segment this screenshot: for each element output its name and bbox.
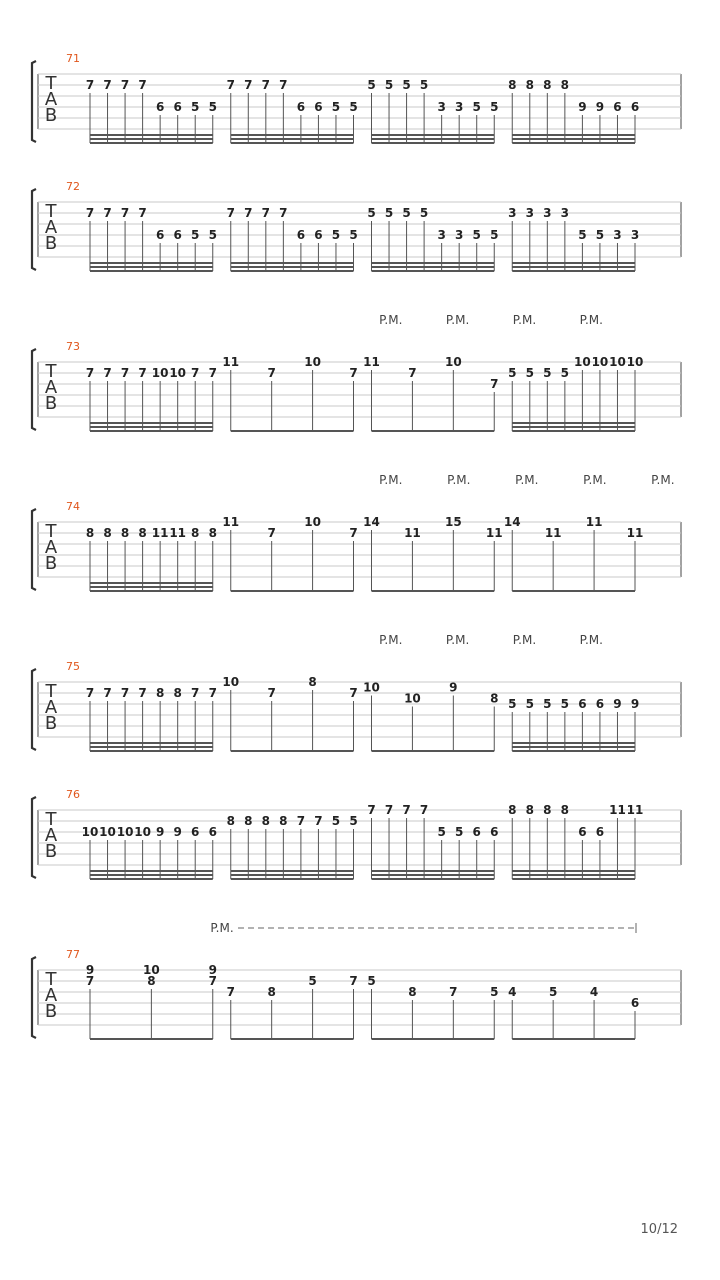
fret-number: 5 (367, 78, 376, 92)
fret-number: 6 (296, 100, 306, 114)
fret-number: 6 (578, 697, 587, 711)
fret-number: 8 (490, 691, 499, 706)
fret-number: 11 (609, 803, 626, 817)
fret-number: 3 (525, 206, 534, 220)
fret-number: 10 (574, 355, 591, 369)
fret-number: 7 (208, 686, 217, 700)
fret-number: 5 (595, 228, 605, 242)
fret-number: 6 (595, 825, 605, 839)
fret-number: 5 (402, 206, 411, 220)
fret-number: 5 (490, 228, 499, 242)
fret-number: 7 (267, 526, 276, 540)
fret-number: 6 (208, 825, 217, 839)
fret-number: 9 (449, 680, 458, 695)
fret-number: 5 (191, 228, 200, 242)
fret-number: 11 (585, 515, 603, 529)
fret-number: 6 (613, 100, 622, 114)
tab-clef-letter: A (44, 217, 58, 238)
tab-clef-letter: B (44, 553, 58, 574)
fret-number: 10 (99, 825, 116, 839)
fret-number: 7 (261, 78, 271, 92)
tab-clef-letter: B (44, 713, 58, 734)
fret-number: 8 (267, 985, 276, 999)
system-bracket (32, 509, 36, 590)
fret-number: 8 (191, 526, 200, 540)
tab-clef-letter: A (44, 697, 58, 718)
fret-number: 5 (437, 825, 446, 839)
fret-number: 5 (331, 100, 341, 114)
fret-number: 7 (349, 366, 358, 380)
fret-number: 8 (147, 974, 156, 988)
fret-number: 8 (138, 526, 147, 540)
fret-number: 10 (444, 355, 462, 369)
fret-number: 7 (120, 686, 130, 700)
palm-mute-marker: P.M. (512, 313, 537, 327)
fret-number: 7 (244, 206, 253, 220)
fret-number: 6 (173, 228, 182, 242)
fret-number: 7 (408, 366, 417, 380)
system-bracket (32, 61, 36, 142)
tab-clef-letter: B (44, 233, 58, 254)
fret-number: 10 (134, 825, 151, 839)
fret-number: 8 (208, 526, 217, 540)
fret-number: 4 (589, 985, 599, 999)
fret-number: 8 (408, 985, 417, 999)
tab-system-74 (32, 473, 720, 591)
palm-mute-marker: P.M. (445, 313, 470, 327)
fret-number: 7 (191, 686, 200, 700)
fret-number: 7 (191, 366, 200, 380)
fret-number: 9 (155, 825, 165, 839)
fret-number: 6 (630, 996, 640, 1010)
fret-number: 7 (279, 78, 288, 92)
tab-clef-letter: B (44, 841, 58, 862)
fret-number: 7 (208, 366, 217, 380)
fret-number: 7 (103, 686, 112, 700)
fret-number: 5 (490, 985, 499, 999)
tab-system-77 (32, 921, 681, 1039)
fret-number: 6 (630, 100, 640, 114)
fret-number: 3 (454, 228, 464, 242)
tab-clef-letter: A (44, 537, 58, 558)
tab-clef-letter: A (44, 89, 58, 110)
fret-number: 7 (449, 985, 458, 999)
fret-number: 5 (367, 974, 376, 988)
fret-number: 14 (363, 515, 380, 529)
system-bracket (32, 349, 36, 430)
fret-number: 4 (508, 985, 517, 999)
fret-number: 8 (173, 686, 182, 700)
measure-number: 76 (66, 788, 80, 801)
fret-number: 7 (85, 974, 95, 988)
fret-number: 11 (222, 515, 240, 529)
tab-clef-letter: A (44, 377, 58, 398)
fret-number: 5 (508, 366, 517, 380)
fret-number: 3 (437, 100, 446, 114)
fret-number: 11 (626, 526, 644, 540)
fret-number: 11 (151, 526, 169, 540)
fret-number: 6 (578, 825, 587, 839)
fret-number: 7 (419, 803, 429, 817)
fret-number: 11 (485, 526, 503, 540)
tab-clef-letter: T (45, 201, 57, 222)
fret-number: 5 (490, 100, 499, 114)
fret-number: 5 (419, 206, 429, 220)
fret-number: 6 (490, 825, 499, 839)
fret-number: 8 (525, 803, 534, 817)
fret-number: 3 (630, 228, 640, 242)
palm-mute-marker: P.M. (445, 633, 470, 647)
tab-clef-letter: T (45, 73, 57, 94)
tab-clef-letter: B (44, 105, 58, 126)
system-bracket (32, 797, 36, 878)
tab-clef-letter: T (45, 361, 57, 382)
measure-number: 74 (66, 500, 80, 513)
fret-number: 6 (173, 100, 182, 114)
tab-system-72 (32, 180, 681, 271)
fret-number: 7 (103, 206, 112, 220)
fret-number: 7 (85, 686, 95, 700)
fret-number: 7 (103, 366, 112, 380)
tab-clef-letter: B (44, 1001, 58, 1022)
fret-number: 5 (525, 366, 534, 380)
tab-clef-letter: T (45, 969, 57, 990)
palm-mute-marker: P.M. (379, 313, 403, 327)
palm-mute-marker: P.M. (379, 473, 403, 487)
fret-number: 11 (544, 526, 562, 540)
fret-number: 5 (349, 100, 358, 114)
fret-number: 7 (85, 78, 95, 92)
fret-number: 7 (138, 78, 147, 92)
fret-number: 7 (138, 366, 147, 380)
palm-mute-marker: P.M. (379, 633, 403, 647)
fret-number: 11 (404, 526, 421, 540)
fret-number: 8 (560, 803, 570, 817)
fret-number: 7 (85, 206, 95, 220)
palm-mute-marker: P.M. (579, 633, 603, 647)
measure-number: 71 (66, 52, 80, 65)
fret-number: 7 (138, 686, 147, 700)
fret-number: 3 (508, 206, 517, 220)
fret-number: 6 (314, 228, 323, 242)
fret-number: 8 (560, 78, 570, 92)
fret-number: 10 (404, 691, 421, 706)
system-bracket (32, 189, 36, 270)
fret-number: 7 (261, 206, 271, 220)
fret-number: 8 (103, 526, 112, 540)
fret-number: 10 (151, 366, 169, 380)
fret-number: 10 (609, 355, 626, 369)
fret-number: 3 (437, 228, 446, 242)
fret-number: 7 (226, 206, 235, 220)
fret-number: 7 (267, 366, 276, 380)
fret-number: 8 (120, 526, 130, 540)
fret-number: 5 (560, 366, 570, 380)
fret-number: 5 (367, 206, 376, 220)
fret-number: 5 (543, 697, 552, 711)
fret-number: 5 (454, 825, 464, 839)
fret-number: 6 (296, 228, 306, 242)
fret-number: 8 (244, 814, 253, 828)
tab-clef-letter: A (44, 985, 58, 1006)
fret-number: 8 (508, 78, 517, 92)
fret-number: 11 (363, 355, 380, 369)
fret-number: 7 (85, 366, 95, 380)
fret-number: 7 (120, 366, 130, 380)
fret-number: 7 (296, 814, 306, 828)
fret-number: 10 (304, 515, 321, 529)
fret-number: 7 (244, 78, 253, 92)
fret-number: 8 (543, 78, 552, 92)
fret-number: 7 (120, 78, 130, 92)
fret-number: 5 (560, 697, 570, 711)
fret-number: 7 (120, 206, 130, 220)
tab-system-73 (32, 313, 681, 431)
measure-number: 75 (66, 660, 80, 673)
fret-number: 3 (560, 206, 570, 220)
fret-number: 6 (191, 825, 200, 839)
fret-number: 6 (595, 697, 605, 711)
fret-number: 5 (384, 78, 394, 92)
fret-number: 7 (384, 803, 394, 817)
fret-number: 9 (613, 697, 622, 711)
fret-number: 3 (543, 206, 552, 220)
palm-mute-marker: P.M. (579, 313, 603, 327)
page-number: 10/12 (640, 1222, 678, 1237)
fret-number: 10 (81, 825, 99, 839)
fret-number: 5 (331, 228, 341, 242)
fret-number: 5 (208, 228, 217, 242)
fret-number: 9 (595, 100, 605, 114)
fret-number: 5 (525, 697, 534, 711)
tab-clef-letter: A (44, 825, 58, 846)
fret-number: 7 (367, 803, 376, 817)
fret-number: 5 (472, 100, 481, 114)
fret-number: 14 (503, 515, 521, 529)
fret-number: 9 (85, 963, 95, 977)
fret-number: 7 (226, 985, 235, 999)
system-bracket (32, 957, 36, 1038)
fret-number: 9 (208, 963, 217, 977)
palm-mute-marker: P.M. (651, 473, 675, 487)
fret-number: 7 (138, 206, 147, 220)
palm-mute-marker: P.M. (210, 921, 234, 935)
fret-number: 10 (116, 825, 134, 839)
fret-number: 7 (402, 803, 411, 817)
measure-number: 72 (66, 180, 80, 193)
palm-mute-marker: P.M. (583, 473, 607, 487)
fret-number: 10 (363, 680, 380, 695)
fret-number: 11 (222, 355, 240, 369)
tab-clef-letter: T (45, 521, 57, 542)
fret-number: 10 (626, 355, 644, 369)
fret-number: 8 (279, 814, 288, 828)
fret-number: 11 (626, 803, 644, 817)
fret-number: 6 (155, 228, 165, 242)
fret-number: 10 (304, 355, 321, 369)
fret-number: 5 (349, 228, 358, 242)
fret-number: 7 (208, 974, 217, 988)
fret-number: 15 (444, 515, 462, 529)
fret-number: 10 (591, 355, 609, 369)
fret-number: 6 (314, 100, 323, 114)
fret-number: 8 (525, 78, 534, 92)
fret-number: 10 (169, 366, 187, 380)
tab-clef-letter: B (44, 393, 58, 414)
fret-number: 9 (630, 697, 640, 711)
fret-number: 8 (508, 803, 517, 817)
tab-clef-letter: T (45, 809, 57, 830)
fret-number: 7 (279, 206, 288, 220)
measure-number: 73 (66, 340, 80, 353)
fret-number: 8 (226, 814, 235, 828)
tab-system-71 (32, 52, 681, 143)
fret-number: 10 (143, 963, 160, 977)
fret-number: 7 (349, 526, 358, 540)
fret-number: 11 (169, 526, 187, 540)
fret-number: 7 (226, 78, 235, 92)
fret-number: 5 (191, 100, 200, 114)
fret-number: 3 (613, 228, 622, 242)
fret-number: 5 (349, 814, 358, 828)
fret-number: 7 (349, 686, 358, 700)
fret-number: 9 (173, 825, 182, 839)
fret-number: 7 (314, 814, 323, 828)
measure-number: 77 (66, 948, 80, 961)
fret-number: 5 (331, 814, 341, 828)
tab-clef-letter: T (45, 681, 57, 702)
palm-mute-marker: P.M. (447, 473, 471, 487)
fret-number: 6 (155, 100, 165, 114)
fret-number: 5 (402, 78, 411, 92)
fret-number: 7 (267, 686, 276, 700)
tab-system-76 (32, 788, 681, 879)
fret-number: 9 (578, 100, 587, 114)
system-bracket (32, 669, 36, 750)
fret-number: 10 (222, 675, 240, 689)
fret-number: 5 (508, 697, 517, 711)
palm-mute-marker: P.M. (512, 633, 537, 647)
fret-number: 5 (548, 985, 558, 999)
fret-number: 3 (454, 100, 464, 114)
fret-number: 5 (578, 228, 587, 242)
fret-number: 5 (208, 100, 217, 114)
fret-number: 8 (155, 686, 165, 700)
fret-number: 5 (543, 366, 552, 380)
fret-number: 8 (308, 675, 317, 689)
fret-number: 7 (490, 377, 499, 391)
fret-number: 7 (349, 974, 358, 988)
fret-number: 8 (261, 814, 271, 828)
tab-system-75 (32, 633, 681, 751)
fret-number: 8 (543, 803, 552, 817)
fret-number: 5 (308, 974, 317, 988)
fret-number: 6 (472, 825, 481, 839)
fret-number: 5 (419, 78, 429, 92)
fret-number: 7 (103, 78, 112, 92)
palm-mute-marker: P.M. (515, 473, 539, 487)
fret-number: 5 (472, 228, 481, 242)
fret-number: 5 (384, 206, 394, 220)
fret-number: 8 (85, 526, 95, 540)
